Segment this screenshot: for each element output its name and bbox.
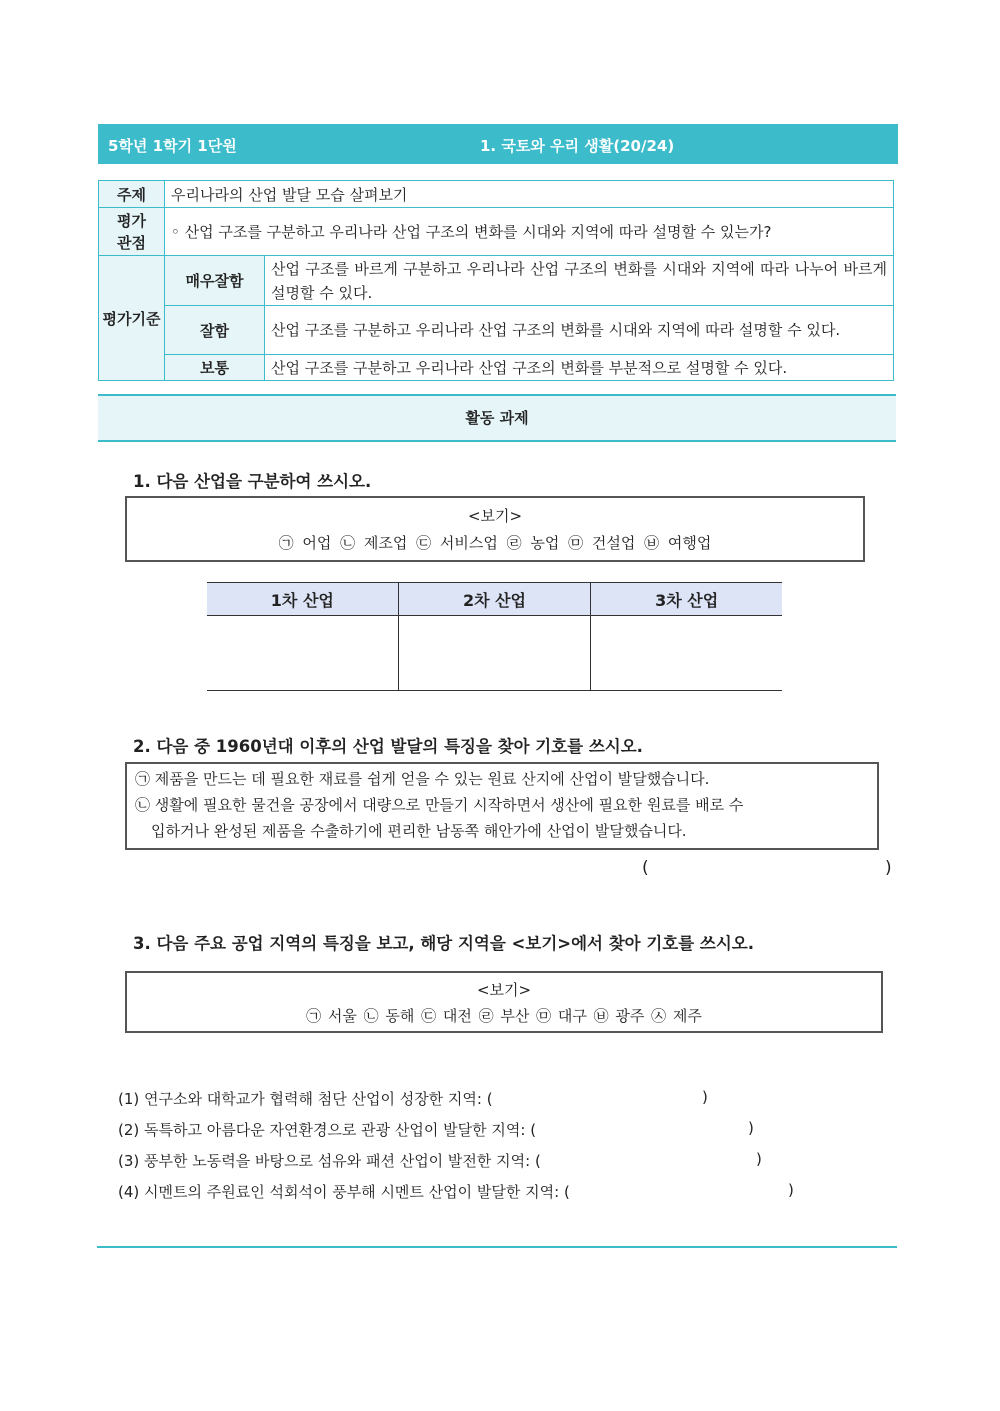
q3-item: (2) 독특하고 아름다운 자연환경으로 관광 산업이 발달한 지역: (	[118, 1121, 537, 1139]
secondary-industry-header: 2차 산업	[398, 583, 591, 616]
statement-2: ㉡ 생활에 필요한 물건을 공장에서 대량으로 만들기 시작하면서 생산에 필요한 원료를 배로 수	[135, 796, 744, 814]
unit-label: 5학년 1학기 1단원	[108, 137, 237, 155]
q1-example-box	[125, 496, 865, 562]
statement-1: ㉠ 제품을 만드는 데 필요한 재료를 쉽게 얻을 수 있는 원료 산지에 산업이 발달했습니다.	[135, 770, 710, 788]
q3-answer-blank[interactable]	[588, 1117, 746, 1141]
question-1: 1. 다음 산업을 구분하여 쓰시오.	[133, 472, 372, 491]
topic-value: 우리나라의 산업 발달 모습 살펴보기	[165, 181, 894, 208]
q3-answer-blank[interactable]	[540, 1086, 700, 1110]
tertiary-industry-answer[interactable]	[591, 616, 782, 691]
q2-answer-blank[interactable]	[660, 856, 882, 884]
example-box-items: ㉠ 어업 ㉡ 제조업 ㉢ 서비스업 ㉣ 농업 ㉤ 건설업 ㉥ 여행업	[278, 534, 712, 552]
level-label: 잘함	[165, 306, 265, 355]
evaluation-criteria-table	[98, 180, 894, 381]
activity-title: 활동 과제	[98, 394, 896, 442]
level-text: 산업 구조를 구분하고 우리나라 산업 구조의 변화를 시대와 지역에 따라 설명할 수 있다.	[265, 306, 894, 355]
q3-answer-blank[interactable]	[594, 1148, 754, 1172]
bottom-divider	[97, 1246, 897, 1248]
q3-item: (4) 시멘트의 주원료인 석회석이 풍부해 시멘트 산업이 발달한 지역: (	[118, 1183, 570, 1201]
question-3: 3. 다음 주요 공업 지역의 특징을 보고, 해당 지역을 <보기>에서 찾아 기호를 쓰시오.	[133, 934, 754, 953]
level-label: 보통	[165, 355, 265, 381]
secondary-industry-answer[interactable]	[398, 616, 591, 691]
q2-answer-close: )	[885, 858, 892, 878]
q3-item-close: )	[748, 1119, 754, 1137]
example-box-title: <보기>	[476, 981, 532, 999]
topic-label: 주제	[99, 181, 165, 208]
statement-2-cont: 입하거나 완성된 제품을 수출하기에 편리한 남동쪽 해안가에 산업이 발달했습니다.	[151, 822, 687, 840]
chapter-title: 1. 국토와 우리 생활(20/24)	[480, 137, 675, 155]
q3-answer-blank[interactable]	[626, 1179, 786, 1203]
industry-answer-table	[207, 582, 782, 691]
q3-item-close: )	[702, 1088, 708, 1106]
tertiary-industry-header: 3차 산업	[591, 583, 782, 616]
standard-label: 평가기준	[99, 256, 165, 381]
q3-item-close: )	[788, 1181, 794, 1199]
level-label: 매우잘함	[165, 256, 265, 306]
primary-industry-header: 1차 산업	[207, 583, 398, 616]
question-2: 2. 다음 중 1960년대 이후의 산업 발달의 특징을 찾아 기호를 쓰시오.	[133, 737, 643, 756]
primary-industry-answer[interactable]	[207, 616, 398, 691]
unit-header-bar	[98, 124, 898, 164]
q3-item: (1) 연구소와 대학교가 협력해 첨단 산업이 성장한 지역: (	[118, 1090, 493, 1108]
view-value: ◦ 산업 구조를 구분하고 우리나라 산업 구조의 변화를 시대와 지역에 따라 설명할 수 있는가?	[165, 208, 894, 256]
q3-example-box	[125, 971, 883, 1033]
q2-statement-box	[125, 762, 879, 850]
level-text: 산업 구조를 바르게 구분하고 우리나라 산업 구조의 변화를 시대와 지역에 따라 나누어 바르게 설명할 수 있다.	[265, 256, 894, 306]
q3-item-close: )	[756, 1150, 762, 1168]
level-text: 산업 구조를 구분하고 우리나라 산업 구조의 변화를 부분적으로 설명할 수 있다.	[265, 355, 894, 381]
example-box-items: ㉠ 서울 ㉡ 동해 ㉢ 대전 ㉣ 부산 ㉤ 대구 ㉥ 광주 ㉦ 제주	[306, 1007, 702, 1025]
q2-answer-open: (	[642, 858, 649, 878]
view-label: 평가 관점	[99, 208, 165, 256]
q3-item: (3) 풍부한 노동력을 바탕으로 섬유와 패션 산업이 발전한 지역: (	[118, 1152, 541, 1170]
example-box-title: <보기>	[467, 507, 523, 525]
